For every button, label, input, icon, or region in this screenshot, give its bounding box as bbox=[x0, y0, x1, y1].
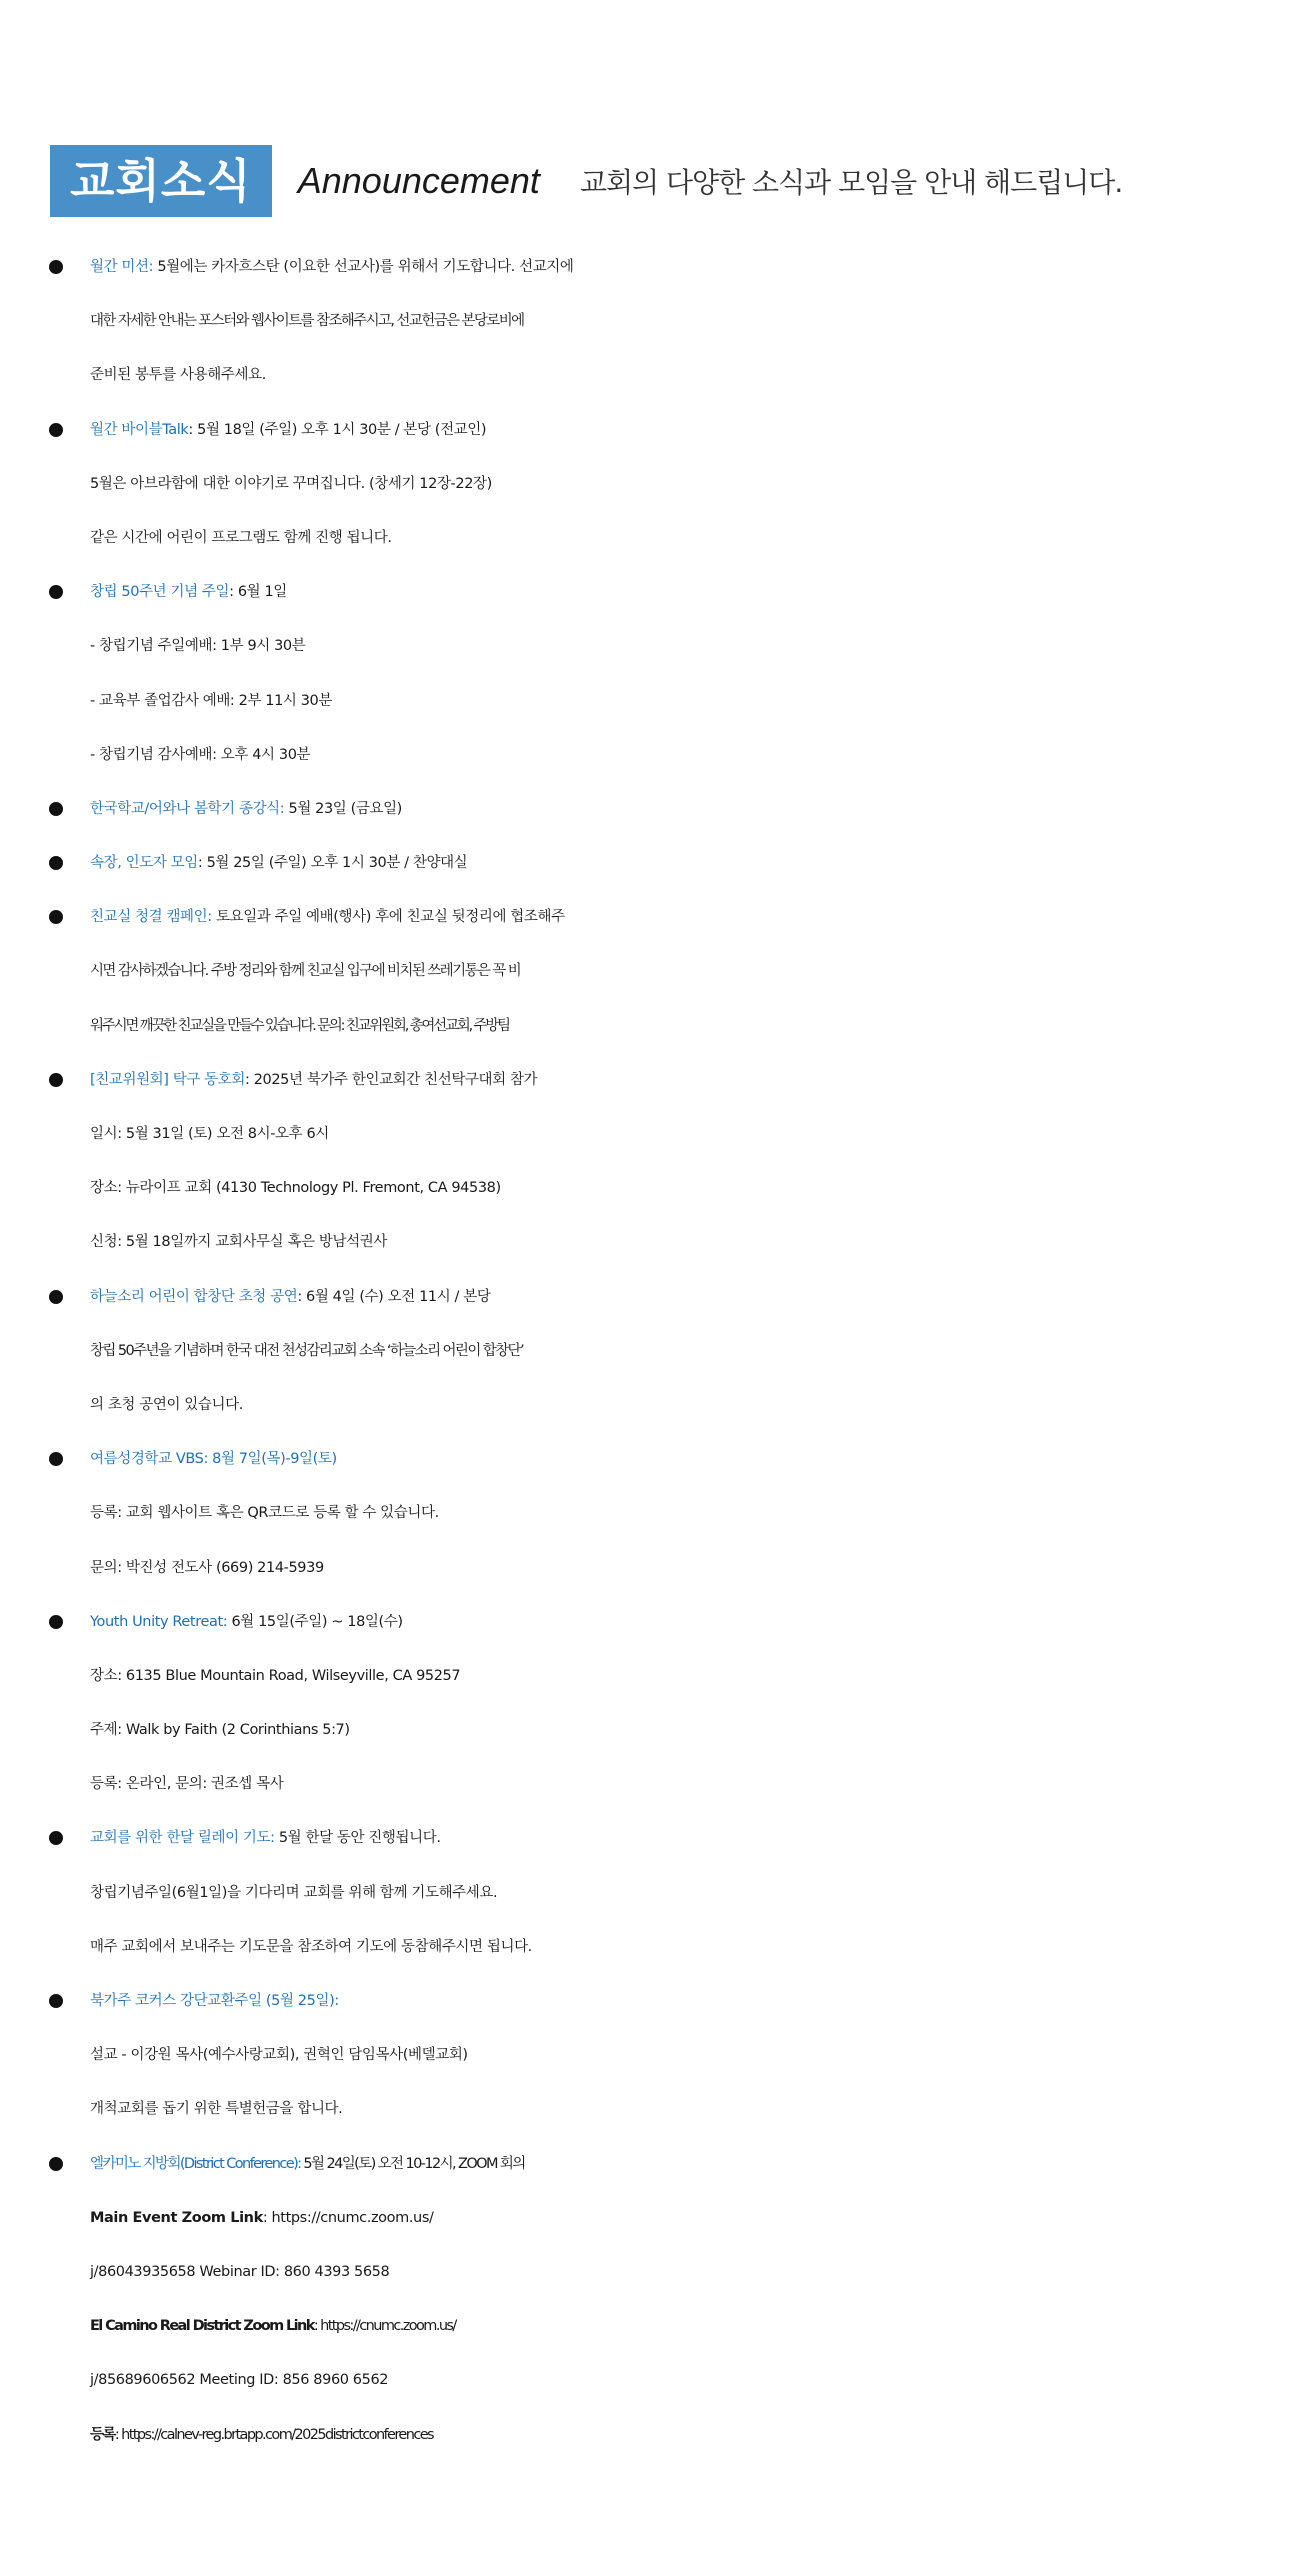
registration-link-line[interactable] bbox=[90, 2408, 1302, 2462]
item-line: 신청: 5월 18일까지 교회사무실 혹은 방남석권사 bbox=[90, 1234, 387, 1251]
item-line: 매주 교회에서 보내주는 기도문을 참조하여 기도에 동참해주시면 됩니다. bbox=[90, 1938, 532, 1955]
item-title: 교회를 위한 한달 릴레이 기도: bbox=[90, 1830, 275, 1847]
item-line bbox=[90, 1595, 1302, 1649]
bullet-icon bbox=[49, 2157, 63, 2171]
item-line: 5월은 아브라함에 대한 이야기로 꾸며집니다. (창세기 12장-22장) bbox=[90, 475, 492, 492]
zoom-link-url[interactable]: : https://cnumc.zoom.us/ bbox=[262, 2209, 434, 2226]
bullet-icon bbox=[49, 910, 63, 924]
item-text: : 5월 25일 (주일) 오후 1시 30분 / 찬양대실 bbox=[197, 855, 468, 872]
zoom-link-line[interactable] bbox=[90, 2245, 1302, 2299]
item-title: 여름성경학교 VBS: 8월 7일(목)-9일(토) bbox=[90, 1451, 337, 1468]
item-text: 토요일과 주일 예배(행사) 후에 친교실 뒷정리에 협조해주 bbox=[211, 909, 565, 926]
bullet-icon bbox=[49, 1831, 63, 1845]
zoom-link-line[interactable] bbox=[90, 2353, 1302, 2407]
list-item-vbs bbox=[0, 1432, 1312, 1595]
bullet-icon bbox=[49, 1290, 63, 1304]
announcement-list bbox=[0, 240, 1312, 2462]
item-line: 등록: 교회 웹사이트 혹은 QR코드로 등록 할 수 있습니다. bbox=[90, 1505, 439, 1522]
item-line: 워주시면 깨끗한 친교실을 만들수 있습니다. 문의: 친교위원회, 총여선교회, 주방팀 bbox=[90, 1017, 509, 1034]
item-text: : 6월 4일 (수) 오전 11시 / 본당 bbox=[297, 1288, 491, 1305]
item-line: - 교육부 졸업감사 예배: 2부 11시 30분 bbox=[90, 692, 332, 709]
item-line bbox=[90, 240, 1302, 294]
item-text: : 6월 1일 bbox=[229, 584, 287, 601]
item-text: 5월 24일(토) 오전 10-12시, ZOOM 회의 bbox=[300, 2155, 525, 2172]
item-line bbox=[90, 836, 1302, 890]
list-item-school-closing bbox=[0, 782, 1312, 836]
item-title: [친교위원회] 탁구 동호회 bbox=[90, 1071, 246, 1088]
item-line bbox=[90, 565, 1302, 619]
item-line: 등록: 온라인, 문의: 권조셉 목사 bbox=[90, 1776, 284, 1793]
bullet-icon bbox=[49, 802, 63, 816]
item-line: 대한 자세한 안내는 포스터와 웹사이트를 참조해주시고, 선교헌금은 본당로비에 bbox=[90, 313, 524, 330]
zoom-link-url[interactable]: : https://cnumc.zoom.us/ bbox=[313, 2318, 456, 2335]
item-line: - 창립기념 주일예배: 1부 9시 30븐 bbox=[90, 638, 306, 655]
zoom-link-line[interactable] bbox=[90, 2299, 1302, 2353]
item-text: : 2025년 북가주 한인교회간 친선탁구대회 참가 bbox=[245, 1071, 538, 1088]
item-line: 일시: 5월 31일 (토) 오전 8시-오후 6시 bbox=[90, 1126, 329, 1142]
item-line: 주제: Walk by Faith (2 Corinthians 5:7) bbox=[90, 1722, 350, 1739]
header-badge: 교회소식 bbox=[50, 145, 272, 217]
item-text: : 5월 18일 (주일) 오후 1시 30분 / 본당 (전교인) bbox=[188, 421, 487, 438]
zoom-link-label: El Camino Real District Zoom Link bbox=[90, 2318, 314, 2335]
item-title: 북가주 코커스 강단교환주일 (5월 25일): bbox=[90, 1993, 339, 2009]
item-line: - 창립기념 감사예배: 오후 4시 30분 bbox=[90, 746, 311, 763]
list-item-youth-retreat bbox=[0, 1595, 1312, 1812]
item-line bbox=[90, 1432, 1302, 1486]
announcement-header bbox=[50, 145, 1122, 217]
item-title: 하늘소리 어린이 합창단 초청 공연 bbox=[90, 1288, 298, 1305]
item-line bbox=[90, 782, 1302, 836]
bullet-icon bbox=[49, 1452, 63, 1466]
item-line: 창립 50주년을 기념하며 한국 대전 천성감리교회 소속 ‘하늘소리 어린이 합창단’ bbox=[90, 1342, 523, 1359]
bullet-icon bbox=[49, 585, 63, 599]
zoom-link-line[interactable] bbox=[90, 2191, 1302, 2245]
header-english-title: Announcement bbox=[297, 160, 540, 201]
item-title: 창립 50주년 기념 주일 bbox=[90, 584, 230, 601]
list-item-leaders-meeting bbox=[0, 836, 1312, 890]
item-title: 친교실 청결 캠페인: bbox=[90, 909, 212, 926]
item-title: 속장, 인도자 모임 bbox=[90, 855, 198, 872]
zoom-link-label: Main Event Zoom Link bbox=[90, 2209, 263, 2226]
list-item-relay-prayer bbox=[0, 1811, 1312, 1974]
zoom-link-url[interactable]: j/85689606562 Meeting ID: 856 8960 6562 bbox=[90, 2372, 389, 2389]
item-line bbox=[90, 1053, 1302, 1107]
item-line bbox=[90, 2137, 1302, 2191]
item-line: 창립기념주일(6월1일)을 기다리며 교회를 위해 함께 기도해주세요. bbox=[90, 1884, 498, 1901]
list-item-50th-anniversary bbox=[0, 565, 1312, 782]
item-line bbox=[90, 1270, 1302, 1324]
bullet-icon bbox=[49, 1615, 63, 1629]
item-title: 월간 바이블Talk bbox=[90, 421, 189, 438]
bullet-icon bbox=[49, 1994, 63, 2008]
item-line: 설교 - 이강원 목사(예수사랑교회), 권혁인 담임목사(베델교회) bbox=[90, 2047, 468, 2064]
item-line: 개척교회를 돕기 위한 특별헌금을 합니다. bbox=[90, 2101, 343, 2118]
registration-url[interactable]: : https://calnev-reg.brtapp.com/2025districtconferences bbox=[114, 2426, 433, 2443]
item-line: 장소: 6135 Blue Mountain Road, Wilseyville, CA 95257 bbox=[90, 1667, 461, 1684]
bullet-icon bbox=[49, 1073, 63, 1087]
item-line: 준비된 봉투를 사용해주세요. bbox=[90, 367, 266, 384]
item-title: 한국학교/어와나 봄학기 종강식: bbox=[90, 800, 285, 817]
list-item-pulpit-exchange bbox=[0, 1974, 1312, 2137]
list-item-children-choir bbox=[0, 1270, 1312, 1433]
item-line bbox=[90, 1974, 1302, 2028]
item-text: 5월 23일 (금요일) bbox=[284, 800, 402, 817]
item-line: 시면 감사하겠습니다. 주방 정리와 함께 친교실 입구에 비치된 쓰레기통은 꼭 비 bbox=[90, 963, 521, 980]
item-text: 5월 한달 동안 진행됩니다. bbox=[274, 1830, 441, 1847]
item-text: 5월에는 카자흐스탄 (이요한 선교사)를 위해서 기도합니다. 선교지에 bbox=[153, 259, 574, 275]
item-line: 같은 시간에 어린이 프로그램도 함께 진행 됩니다. bbox=[90, 529, 392, 546]
list-item-bible-talk bbox=[0, 403, 1312, 566]
zoom-link-url[interactable]: j/86043935658 Webinar ID: 860 4393 5658 bbox=[90, 2263, 390, 2280]
item-title: 엘카미노 지방회(District Conference): bbox=[90, 2155, 301, 2172]
item-line bbox=[90, 890, 1302, 944]
bullet-icon bbox=[49, 423, 63, 437]
list-item-table-tennis bbox=[0, 1053, 1312, 1270]
item-line: 의 초청 공연이 있습니다. bbox=[90, 1396, 243, 1413]
item-line bbox=[90, 1811, 1302, 1865]
list-item-cleaning-campaign bbox=[0, 890, 1312, 1053]
item-line: 문의: 박진성 전도사 (669) 214-5939 bbox=[90, 1559, 324, 1576]
item-line: 장소: 뉴라이프 교회 (4130 Technology Pl. Fremont, CA 94538) bbox=[90, 1180, 501, 1197]
list-item-district-conference bbox=[0, 2137, 1312, 2462]
header-subtitle: 교회의 다양한 소식과 모임을 안내 해드립니다. bbox=[579, 166, 1123, 199]
item-text: 6월 15일(주일) ~ 18일(수) bbox=[227, 1613, 403, 1630]
item-title: 월간 미션: bbox=[90, 259, 154, 275]
item-line bbox=[90, 403, 1302, 457]
item-title: Youth Unity Retreat: bbox=[90, 1613, 228, 1630]
bullet-icon bbox=[49, 260, 63, 274]
registration-label: 등록 bbox=[90, 2426, 115, 2443]
list-item-monthly-mission bbox=[0, 240, 1312, 403]
bullet-icon bbox=[49, 856, 63, 870]
